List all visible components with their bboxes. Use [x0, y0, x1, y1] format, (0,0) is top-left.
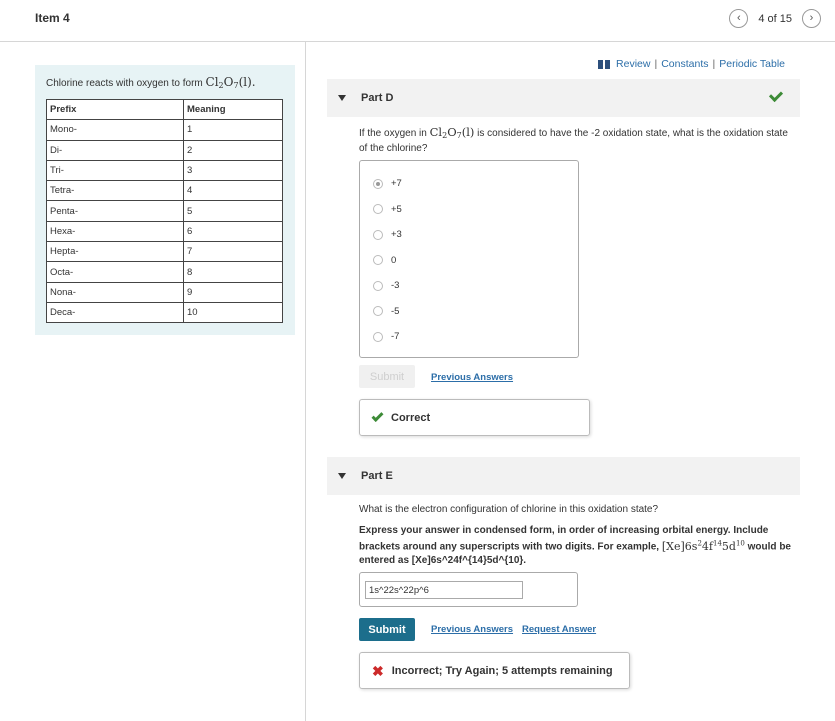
answer-input[interactable] [365, 581, 523, 599]
table-row [47, 282, 283, 302]
answer-option[interactable] [373, 306, 399, 317]
example-f: 4f [701, 539, 713, 553]
checkmark-icon [769, 88, 783, 102]
formula-sub2: 7 [233, 81, 239, 90]
radio-button[interactable] [373, 306, 383, 316]
instructions-part2: would be entered as [Xe]6s^24f^{14}5d^{10}. [359, 541, 791, 566]
previous-answers-link[interactable]: Previous Answers [431, 372, 514, 383]
formula-sub1: 2 [442, 131, 448, 140]
checkmark-icon [371, 410, 383, 422]
question-d-formula [430, 125, 475, 139]
table-row [47, 302, 283, 322]
part-e-instructions [359, 524, 799, 567]
part-e-title: Part E [361, 470, 393, 482]
prefix-cell: Octa- [47, 262, 184, 282]
part-e-question: What is the electron configuration of chlorine in this oxidation state? [359, 504, 659, 515]
example-xe: [Xe]6s [661, 539, 698, 553]
table-header-prefix: Prefix [47, 100, 184, 120]
prefix-cell: Di- [47, 140, 184, 160]
review-link[interactable]: Review [616, 58, 651, 70]
answer-option[interactable] [373, 280, 399, 291]
book-icon [598, 60, 610, 69]
chevron-right-icon[interactable]: › [802, 9, 821, 28]
intro-formula [206, 75, 256, 89]
link-separator: | [712, 58, 716, 70]
meaning-cell: 10 [184, 302, 283, 322]
meaning-cell: 2 [184, 140, 283, 160]
submit-button[interactable]: Submit [359, 618, 415, 641]
formula-el1: Cl [205, 75, 219, 89]
table-row [47, 262, 283, 282]
formula-el2: O [447, 125, 457, 139]
radio-button[interactable] [373, 281, 383, 291]
prefix-cell: Deca- [47, 302, 184, 322]
meaning-cell: 5 [184, 201, 283, 221]
answer-option[interactable] [373, 229, 402, 240]
correct-feedback [359, 399, 590, 436]
item-title: Item 4 [35, 11, 70, 25]
radio-button[interactable] [373, 255, 383, 265]
part-d-question [359, 126, 789, 155]
option-label: -5 [391, 305, 400, 317]
submit-button[interactable]: Submit [359, 365, 415, 388]
intro-text [46, 75, 256, 90]
radio-button[interactable] [373, 230, 383, 240]
resource-links [598, 58, 785, 70]
prefix-cell: Hepta- [47, 242, 184, 262]
radio-button[interactable] [373, 332, 383, 342]
table-row [47, 201, 283, 221]
meaning-cell: 4 [184, 181, 283, 201]
prefix-cell: Tri- [47, 160, 184, 180]
previous-answers-link[interactable]: Previous Answers [431, 624, 514, 635]
option-label: +5 [391, 203, 402, 215]
example-config [662, 540, 745, 553]
radio-button[interactable] [373, 204, 383, 214]
table-header-meaning: Meaning [184, 100, 283, 120]
constants-link[interactable]: Constants [661, 58, 709, 70]
problem-intro-panel [35, 65, 295, 335]
table-row [47, 242, 283, 262]
periodic-table-link[interactable]: Periodic Table [719, 58, 785, 70]
prefix-cell: Tetra- [47, 181, 184, 201]
table-row [47, 160, 283, 180]
link-separator: | [654, 58, 658, 70]
prefix-cell: Nona- [47, 282, 184, 302]
formula-el2: O [223, 75, 234, 89]
formula-state: (l). [238, 75, 256, 89]
prefix-cell: Hexa- [47, 221, 184, 241]
option-label: -3 [391, 280, 400, 291]
option-label: +7 [391, 178, 402, 189]
prefix-cell: Penta- [47, 201, 184, 221]
formula-sub2: 7 [456, 131, 462, 140]
intro-label: Chlorine reacts with oxygen to form [46, 78, 203, 89]
option-label: 0 [391, 254, 397, 266]
answer-choices [359, 160, 579, 358]
formula-state: (l) [461, 125, 475, 139]
formula-el1: Cl [429, 125, 443, 139]
answer-option[interactable] [373, 255, 396, 266]
incorrect-feedback [359, 652, 630, 689]
column-divider [305, 42, 306, 721]
meaning-cell: 8 [184, 262, 283, 282]
answer-box [359, 572, 578, 607]
part-e-header[interactable] [327, 457, 800, 495]
caret-down-icon [338, 95, 346, 101]
instructions-part1: Express your answer in condensed form, in order of increasing orbital energy. Include brackets around any superscripts with two digits. For example, [359, 525, 769, 553]
meaning-cell: 9 [184, 282, 283, 302]
caret-down-icon [338, 473, 346, 479]
radio-button[interactable] [373, 179, 383, 189]
example-sup: 14 [712, 539, 722, 547]
table-row [47, 181, 283, 201]
item-navigation [729, 9, 821, 28]
chevron-left-icon[interactable]: ‹ [729, 9, 748, 28]
table-row [47, 120, 283, 140]
top-bar [0, 0, 835, 42]
question-d-post: is considered to have the -2 oxidation state, what is the oxidation state of the chlorine? [359, 128, 788, 154]
part-d-title: Part D [361, 92, 394, 104]
feedback-text: Incorrect; Try Again; 5 attempts remaining [391, 664, 613, 677]
part-d-header[interactable] [327, 79, 800, 117]
answer-option[interactable] [373, 204, 402, 215]
formula-sub1: 2 [218, 81, 224, 90]
prefix-table [46, 99, 283, 323]
example-sup: 2 [697, 539, 702, 547]
option-label: -7 [391, 331, 400, 342]
meaning-cell: 1 [184, 120, 283, 140]
answer-option[interactable] [373, 331, 399, 342]
feedback-text: Correct [391, 411, 431, 424]
table-row [47, 221, 283, 241]
example-sup: 10 [735, 539, 745, 547]
x-icon: ✖ [372, 662, 384, 679]
prefix-table-body [47, 120, 283, 323]
question-d-pre: If the oxygen in [359, 128, 427, 139]
meaning-cell: 3 [184, 160, 283, 180]
meaning-cell: 7 [184, 242, 283, 262]
prefix-cell: Mono- [47, 120, 184, 140]
meaning-cell: 6 [184, 221, 283, 241]
item-counter: 4 of 15 [758, 12, 792, 25]
option-label: +3 [391, 229, 402, 240]
example-d: 5d [721, 539, 736, 553]
table-header-row [47, 100, 283, 120]
request-answer-link[interactable]: Request Answer [522, 624, 597, 635]
answer-option[interactable] [373, 178, 402, 189]
table-row [47, 140, 283, 160]
